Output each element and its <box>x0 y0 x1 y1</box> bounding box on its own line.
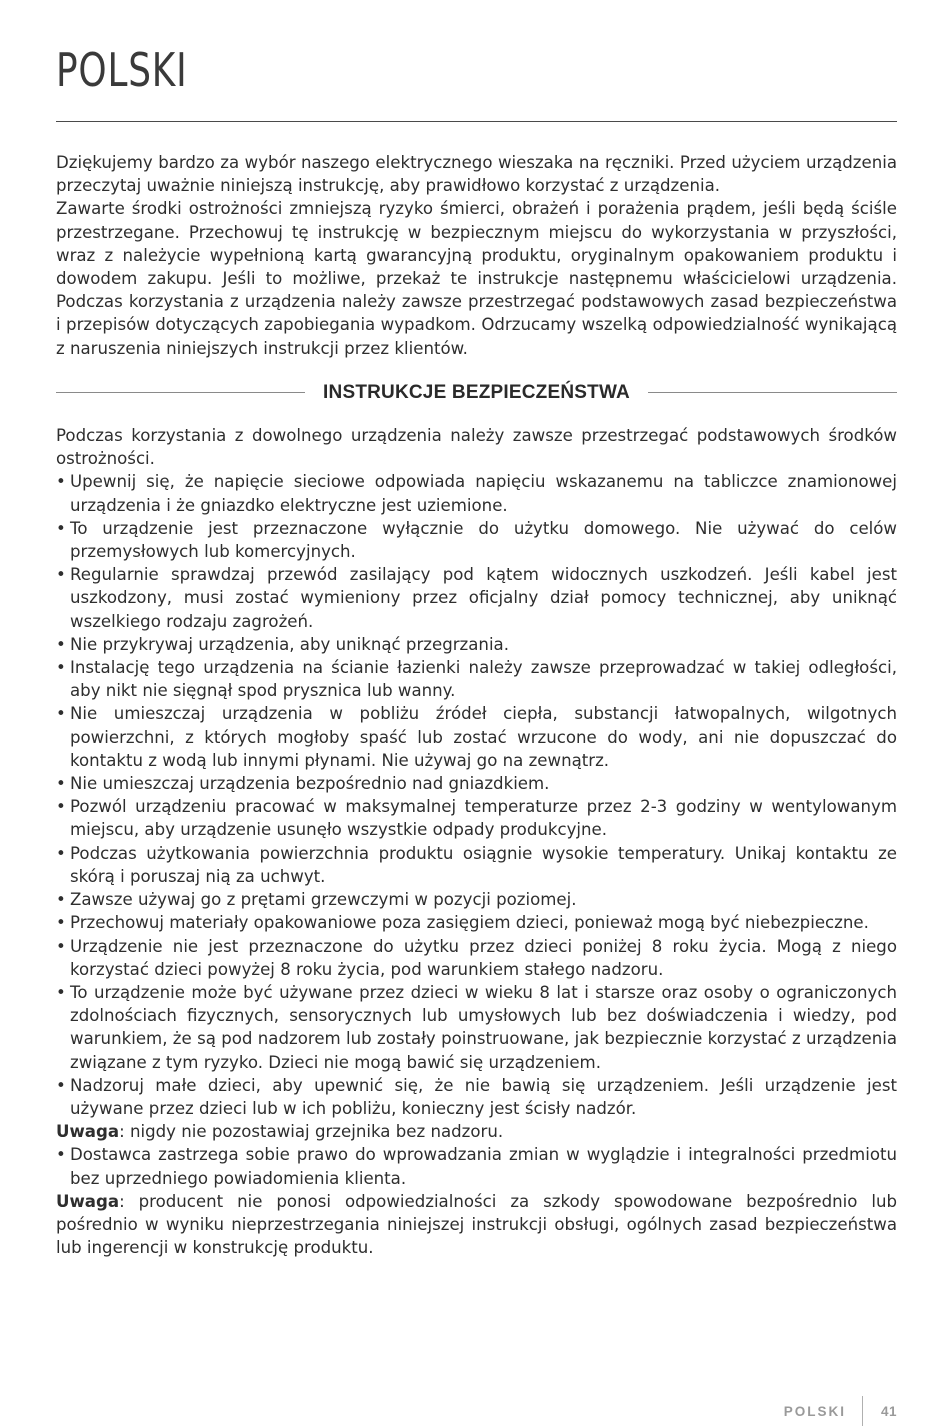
bullet-icon: • <box>56 936 66 956</box>
bullet-icon: • <box>56 774 66 794</box>
intro-paragraph-1: Dziękujemy bardzo za wybór naszego elektrycznego wieszaka na ręczniki. Przed użyciem urządzenia przeczytaj uważnie niniejszą instrukcję, aby prawidłowo korzystać z urządzenia. <box>56 153 897 196</box>
main-content <box>56 151 897 1259</box>
list-item <box>56 795 897 841</box>
list-item-text: Dostawca zastrzega sobie prawo do wprowadzania zmian w wyglądzie i integralności przedmiotu bez uprzedniego powiadomienia klienta. <box>70 1145 897 1188</box>
title-divider <box>56 121 897 122</box>
list-item <box>56 470 897 516</box>
note-unattended <box>56 1120 897 1143</box>
safety-list <box>56 470 897 1120</box>
list-item-text: Regularnie sprawdzaj przewód zasilający pod kątem widocznych uszkodzeń. Jeśli kabel jest uszkodzony, musi zostać wymieniony przez oficjalny dział pomocy technicznej, aby uniknąć wszelkiego rodzaju zagrożeń. <box>70 565 897 631</box>
list-item-text: Nadzoruj małe dzieci, aby upewnić się, że nie bawią się urządzeniem. Jeśli urządzenie jest używane przez dzieci lub w ich pobliżu, konieczny jest ścisły nadzór. <box>70 1075 897 1118</box>
bullet-icon: • <box>56 634 66 654</box>
list-item-text: Upewnij się, że napięcie sieciowe odpowiada napięciu wskazanemu na tabliczce znamionowej urządzenia i że gniazdko elektryczne jest uziemione. <box>70 472 897 515</box>
list-item-text: Nie umieszczaj urządzenia w pobliżu źródeł ciepła, substancji łatwopalnych, wilgotnych powierzchni, z których mogłoby spaść lub zostać wrzucone do wody, ani nie dopuszczać do kontaktu z wodą lub innymi płynami. Nie używaj go na zewnątrz. <box>70 704 897 770</box>
footer-divider <box>862 1396 863 1426</box>
safety-heading-text: INSTRUKCJE BEZPIECZEŃSTWA <box>323 381 630 403</box>
list-item-text: Przechowuj materiały opakowaniowe poza zasięgiem dzieci, ponieważ mogą być niebezpieczne. <box>70 913 869 933</box>
bullet-icon: • <box>56 982 66 1002</box>
heading-rule-right <box>648 392 897 393</box>
list-item-text: Urządzenie nie jest przeznaczone do użytku przez dzieci poniżej 8 roku życia. Mogą z niego korzystać dzieci powyżej 8 roku życia, pod warunkiem stałego nadzoru. <box>70 936 897 979</box>
list-item <box>56 517 897 563</box>
heading-rule-left <box>56 392 305 393</box>
note-label: Uwaga <box>56 1191 120 1211</box>
bullet-icon: • <box>56 565 66 585</box>
safety-section-heading <box>56 381 897 404</box>
safety-lead: Podczas korzystania z dowolnego urządzenia należy zawsze przestrzegać podstawowych środków ostrożności. <box>56 426 897 469</box>
bullet-icon: • <box>56 843 66 863</box>
bullet-icon: • <box>56 518 66 538</box>
list-item-text: Instalację tego urządzenia na ścianie łazienki należy zawsze przeprowadzać w takiej odległości, aby nikt nie sięgnął spod prysznica lub wanny. <box>70 658 897 701</box>
list-item-text: To urządzenie może być używane przez dzieci w wieku 8 lat i starsze oraz osoby o ograniczonych zdolnościach fizycznych, sensorycznych lub umysłowych lub bez doświadczenia i wiedzy, pod warunkiem, że są pod nadzorem lub zostały poinstruowane, jak bezpiecznie korzystać z urządzenia związane z tym ryzyko. Dzieci nie mogą bawić się urządzeniem. <box>70 982 897 1072</box>
bullet-icon: • <box>56 913 66 933</box>
note-label: Uwaga <box>56 1122 120 1142</box>
page-title: POLSKI <box>56 43 188 97</box>
list-item-text: Nie umieszczaj urządzenia bezpośrednio nad gniazdkiem. <box>70 774 550 794</box>
bullet-icon: • <box>56 797 66 817</box>
note-text: : nigdy nie pozostawiaj grzejnika bez nadzoru. <box>119 1122 504 1142</box>
list-item <box>56 888 897 911</box>
list-item <box>56 702 897 772</box>
bullet-icon: • <box>56 658 66 678</box>
safety-list-extra <box>56 1143 897 1189</box>
list-item <box>56 981 897 1074</box>
list-item <box>56 563 897 633</box>
intro-paragraph-2: Zawarte środki ostrożności zmniejszą ryzyko śmierci, obrażeń i porażenia prądem, jeśli będą ściśle przestrzegane. Przechowuj tę instrukcję w bezpiecznym miejscu do wykorzystania w przyszłości, wraz z należycie wypełnioną kartą gwarancyjną produktu, oryginalnym opakowaniem produktu i dowodem zakupu. Jeśli to możliwe, przekaż te instrukcje następnemu właścicielowi urządzenia. Podczas korzystania z urządzenia należy zawsze przestrzegać podstawowych zasad bezpieczeństwa i przepisów dotyczących zapobiegania wypadkom. Odrzucamy wszelką odpowiedzialność wynikającą z naruszenia niniejszych instrukcji przez klientów. <box>56 199 897 358</box>
list-item <box>56 935 897 981</box>
note-liability <box>56 1190 897 1260</box>
list-item-text: Zawsze używaj go z prętami grzewczymi w pozycji poziomej. <box>70 890 577 910</box>
list-item <box>56 1143 897 1189</box>
list-item <box>56 633 897 656</box>
list-item-text: Podczas użytkowania powierzchnia produktu osiągnie wysokie temperatury. Unikaj kontaktu ze skórą i poruszaj nią za uchwyt. <box>70 843 897 886</box>
list-item <box>56 911 897 934</box>
list-item-text: Nie przykrywaj urządzenia, aby uniknąć przegrzania. <box>70 634 509 654</box>
bullet-icon: • <box>56 1145 66 1165</box>
note-text: : producent nie ponosi odpowiedzialności za szkody spowodowane bezpośrednio lub pośrednio w wyniku nieprzestrzegania niniejszej instrukcji obsługi, ogólnych zasad bezpieczeństwa lub ingerencji w konstrukcję produktu. <box>56 1191 897 1258</box>
page-footer <box>784 1396 897 1426</box>
bullet-icon: • <box>56 704 66 724</box>
list-item <box>56 1074 897 1120</box>
footer-language: POLSKI <box>783 1403 846 1419</box>
page-number: 41 <box>880 1403 897 1419</box>
list-item <box>56 772 897 795</box>
bullet-icon: • <box>56 1075 66 1095</box>
list-item-text: To urządzenie jest przeznaczone wyłącznie do użytku domowego. Nie używać do celów przemysłowych lub komercyjnych. <box>70 518 897 562</box>
list-item-text: Pozwól urządzeniu pracować w maksymalnej temperaturze przez 2-3 godziny w wentylowanym miejscu, aby urządzenie usunęło wszystkie odpady produkcyjne. <box>70 797 897 840</box>
list-item <box>56 656 897 702</box>
list-item <box>56 842 897 888</box>
bullet-icon: • <box>56 472 66 492</box>
bullet-icon: • <box>56 890 66 910</box>
